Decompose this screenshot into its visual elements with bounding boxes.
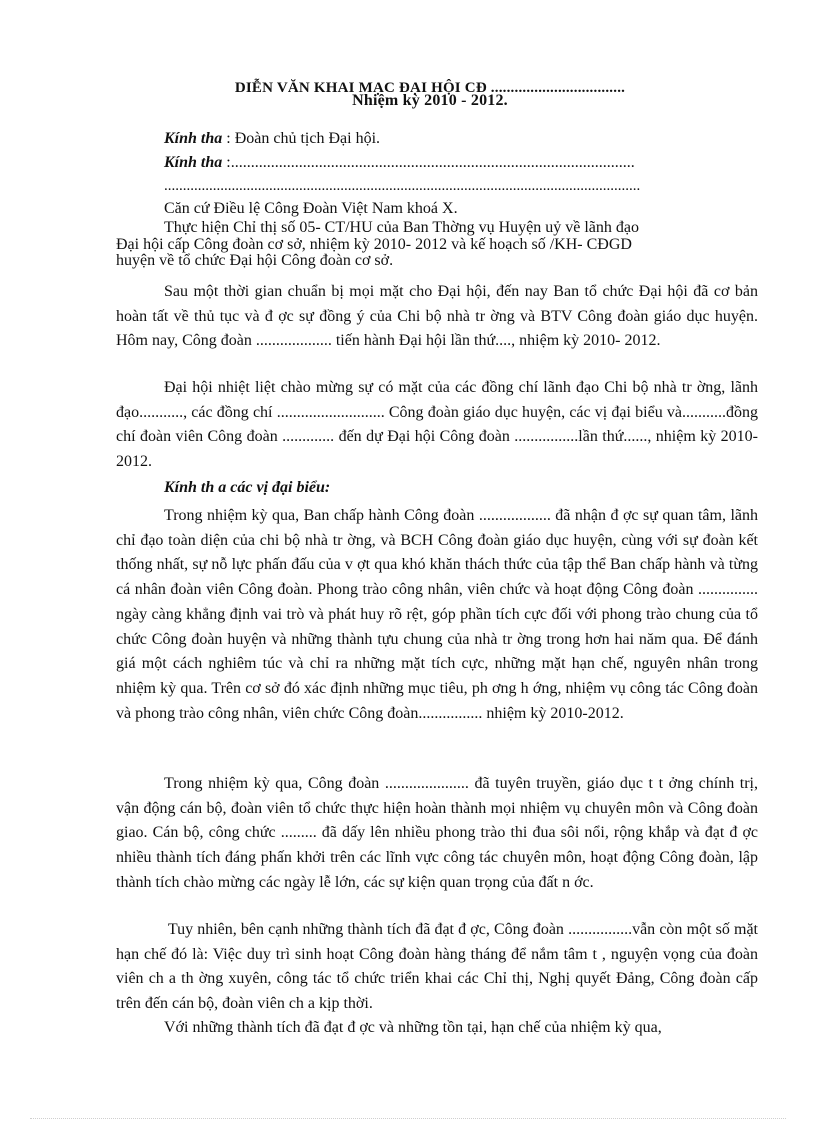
document-title: DIỄN VĂN KHAI MẠC ĐẠI HỘI CĐ .................................. (234, 80, 626, 96)
paragraph: Tuy nhiên, bên cạnh những thành tích đã đạt đ ợc, Công đoàn ................vẫn còn một số mặt hạn chế đó là: Việc duy trì sinh hoạt Công đoàn hàng tháng để nắm tâm t , nguyện vọng của đoàn viên ch a th ờng xuyên, công tác tổ chức triển khai các Chỉ thị, Nghị quyết Đảng, Công đoàn cấp trên đến cán bộ, đoàn viên ch a kịp thời. (116, 921, 758, 1013)
paragraph: Trong nhiệm kỳ qua, Ban chấp hành Công đoàn .................. đã nhận đ ợc sự quan tâm, lãnh chỉ đạo toàn diện của chi bộ nhà tr ờng, và BCH Công đoàn giáo dục huyện, cùng với sự đoàn kết thống nhất, sự nỗ lực phấn đấu của v ợt qua khó khăn thách thức của tập thể Ban chấp hành và từng cá nhân đoàn viên Công đoàn. Phong trào công nhân, viên chức và hoạt động Công đoàn ............... ngày càng khẳng định vai trò và phát huy rõ rệt, góp phần tích cực đối với phong trào chung của tổ chức Công đoàn huyện và những thành tựu chung của nhà tr ờng trong hơn hai năm qua. Để đánh giá một cách nghiêm túc và chỉ ra những mặt tích cực, những mặt hạn chế, nguyên nhân trong nhiệm kỳ qua. Trên cơ sở đó xác định những mục tiêu, ph ơng h ớng, nhiệm vụ công tác Công đoàn và phong trào công nhân, viên chức Công đoàn................ nhiệm kỳ 2010-2012. (116, 507, 758, 722)
greeting-dots: ............................................................................................................................... (164, 178, 641, 194)
salutation: Kính th a các vị đại biểu: (164, 479, 331, 496)
greeting-text: :..................................................................................................... (222, 154, 635, 171)
intro-line: Căn cứ Điều lệ Công Đoàn Việt Nam khoá X. (164, 200, 458, 217)
greeting-text: : Đoàn chủ tịch Đại hội. (222, 130, 381, 147)
intro-line: Đại hội cấp Công đoàn cơ sở, nhiệm kỳ 2010- 2012 và kế hoạch số /KH- CĐGD (116, 236, 632, 253)
greeting-line-1 (164, 130, 380, 148)
intro-line: Thực hiện Chỉ thị số 05- CT/HU của Ban Thờng vụ Huyện uỷ về lãnh đạo (164, 219, 639, 236)
paragraph: Sau một thời gian chuẩn bị mọi mặt cho Đại hội, đến nay Ban tổ chức Đại hội đã cơ bản hoàn tất về thủ tục và đ ợc sự đồng ý của Chi bộ nhà tr ờng và BTV Công đoàn giáo dục huyện. Hôm nay, Công đoàn ................... tiến hành Đại hội lần thứ...., nhiệm kỳ 2010- 2012. (116, 283, 758, 350)
paragraph: Đại hội nhiệt liệt chào mừng sự có mặt của các đồng chí lãnh đạo Chi bộ nhà tr ờng, lãnh đạo..........., các đồng chí ........................... Công đoàn giáo dục huyện, các vị đại biểu và...........đồng chí đoàn viên Công đoàn ............. đến dự Đại hội Công đoàn ................lần thứ......, nhiệm kỳ 2010-2012. (116, 379, 758, 471)
page-divider (30, 1118, 786, 1119)
paragraph: Với những thành tích đã đạt đ ợc và những tồn tại, hạn chế của nhiệm kỳ qua, (164, 1019, 662, 1036)
paragraph: Trong nhiệm kỳ qua, Công đoàn ..................... đã tuyên truyền, giáo dục t t ởng chính trị, vận động cán bộ, đoàn viên tổ chức thực hiện hoàn thành mọi nhiệm vụ chuyên môn và Công đoàn giao. Cán bộ, công chức ......... đã dấy lên nhiều phong trào thi đua sôi nổi, rộng khắp và đạt đ ợc nhiều thành tích đáng phấn khởi trên các lĩnh vực công tác chuyên môn, hoạt động Công đoàn, lập thành tích chào mừng các ngày lễ lớn, các sự kiện quan trọng của đất n ớc. (116, 775, 758, 891)
intro-line: huyện về tổ chức Đại hội Công đoàn cơ sở. (116, 252, 394, 269)
greeting-label: Kính tha (164, 130, 223, 147)
document-subtitle: Nhiệm kỳ 2010 - 2012. (352, 92, 508, 109)
greeting-line-2 (164, 154, 635, 172)
greeting-label: Kính tha (164, 154, 223, 171)
